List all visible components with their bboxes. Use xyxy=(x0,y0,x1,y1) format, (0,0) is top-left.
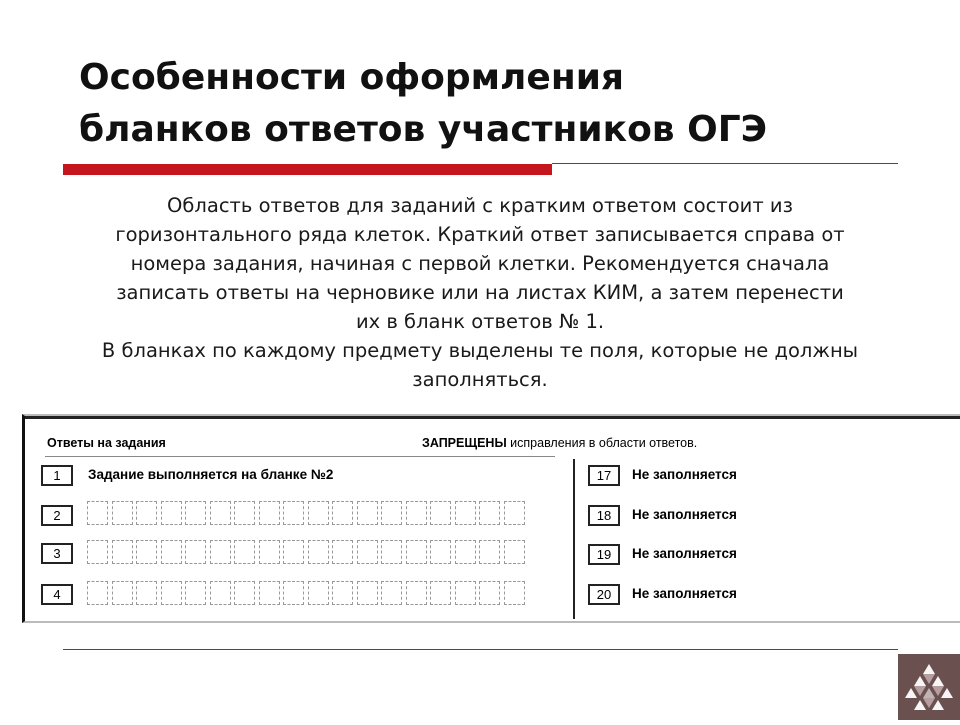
answer-cell xyxy=(136,581,157,605)
answer-cell xyxy=(430,581,451,605)
body-line-2: горизонтального ряда клеток. Краткий ответ записывается справа от xyxy=(115,223,845,246)
answer-cell xyxy=(259,540,280,564)
answer-cell xyxy=(406,501,427,525)
answer-cell xyxy=(87,501,108,525)
slide-title xyxy=(79,52,939,156)
answer-cell xyxy=(136,501,157,525)
answer-cell xyxy=(283,540,304,564)
answer-cell xyxy=(479,540,500,564)
answer-cells-row xyxy=(87,581,561,607)
answer-row-note: Не заполняется xyxy=(632,586,737,601)
answer-cell xyxy=(332,540,353,564)
answer-cell xyxy=(87,581,108,605)
answer-cells-row xyxy=(87,540,561,566)
answer-cell xyxy=(161,540,182,564)
answer-cell xyxy=(210,501,231,525)
answer-form-image xyxy=(22,414,960,623)
answer-cell xyxy=(259,581,280,605)
answer-cell xyxy=(381,540,402,564)
title-accent-bar xyxy=(63,164,552,175)
body-line-3: номера задания, начиная с первой клетки. Рекомендуется сначала xyxy=(130,252,830,275)
answer-cell xyxy=(455,581,476,605)
answer-cell xyxy=(381,581,402,605)
body-line-6: В бланках по каждому предмету выделены те поля, которые не должны xyxy=(101,339,859,362)
answer-cell xyxy=(406,581,427,605)
triangle-mosaic-logo-icon xyxy=(898,654,960,720)
slide-body-text xyxy=(10,191,950,394)
answer-number-box: 4 xyxy=(41,584,73,605)
answer-cell xyxy=(332,581,353,605)
answer-cell xyxy=(406,540,427,564)
form-top-border xyxy=(25,416,960,419)
answer-cell xyxy=(308,540,329,564)
answer-cell xyxy=(283,501,304,525)
answer-cell xyxy=(479,581,500,605)
answer-cell xyxy=(136,540,157,564)
answer-cell xyxy=(455,501,476,525)
footer-accent-line xyxy=(63,649,898,650)
answer-cell xyxy=(210,581,231,605)
answer-cell xyxy=(381,501,402,525)
answer-cell xyxy=(234,501,255,525)
answer-number-box: 17 xyxy=(588,465,620,486)
answer-cell xyxy=(87,540,108,564)
answer-row-note: Не заполняется xyxy=(632,546,737,561)
answer-number-box: 20 xyxy=(588,584,620,605)
form-header-left: Ответы на задания xyxy=(47,436,166,450)
answer-cell xyxy=(504,501,525,525)
answer-cell xyxy=(161,501,182,525)
form-header-right-bold: ЗАПРЕЩЕНЫ xyxy=(422,436,507,450)
answer-cell xyxy=(283,581,304,605)
answer-cell xyxy=(112,540,133,564)
answer-cell xyxy=(185,581,206,605)
slide-title-line-2: бланков ответов участников ОГЭ xyxy=(79,109,768,150)
answer-cells-row xyxy=(87,501,561,527)
answer-cell xyxy=(332,501,353,525)
answer-number-box: 2 xyxy=(41,505,73,526)
title-accent-line xyxy=(552,163,898,164)
answer-cell xyxy=(430,540,451,564)
answer-cell xyxy=(210,540,231,564)
answer-row-note: Задание выполняется на бланке №2 xyxy=(88,467,334,482)
answer-cell xyxy=(430,501,451,525)
answer-cell xyxy=(185,501,206,525)
answer-cell xyxy=(479,501,500,525)
answer-cell xyxy=(234,581,255,605)
answer-number-box: 3 xyxy=(41,543,73,564)
answer-cell xyxy=(455,540,476,564)
form-header-right-rest: исправления в области ответов. xyxy=(506,436,698,450)
form-header-divider xyxy=(45,456,555,457)
answer-cell xyxy=(259,501,280,525)
form-header-right xyxy=(422,436,697,450)
slide-title-line-1: Особенности оформления xyxy=(79,57,625,98)
answer-row-note: Не заполняется xyxy=(632,507,737,522)
form-column-divider xyxy=(573,459,575,619)
answer-cell xyxy=(185,540,206,564)
answer-cell xyxy=(357,540,378,564)
answer-cell xyxy=(357,581,378,605)
answer-cell xyxy=(357,501,378,525)
answer-cell xyxy=(308,581,329,605)
answer-cell xyxy=(504,581,525,605)
body-line-5: их в бланк ответов № 1. xyxy=(355,310,605,333)
answer-cell xyxy=(504,540,525,564)
answer-number-box: 1 xyxy=(41,465,73,486)
answer-row-note: Не заполняется xyxy=(632,467,737,482)
answer-cell xyxy=(234,540,255,564)
answer-number-box: 18 xyxy=(588,505,620,526)
body-line-1: Область ответов для заданий с кратким ответом состоит из xyxy=(167,194,793,217)
body-line-4: записать ответы на черновике или на листах КИМ, а затем перенести xyxy=(116,281,844,304)
answer-number-box: 19 xyxy=(588,544,620,565)
answer-cell xyxy=(308,501,329,525)
answer-cell xyxy=(112,581,133,605)
answer-cell xyxy=(161,581,182,605)
answer-cell xyxy=(112,501,133,525)
body-line-7: заполняться. xyxy=(412,368,548,391)
